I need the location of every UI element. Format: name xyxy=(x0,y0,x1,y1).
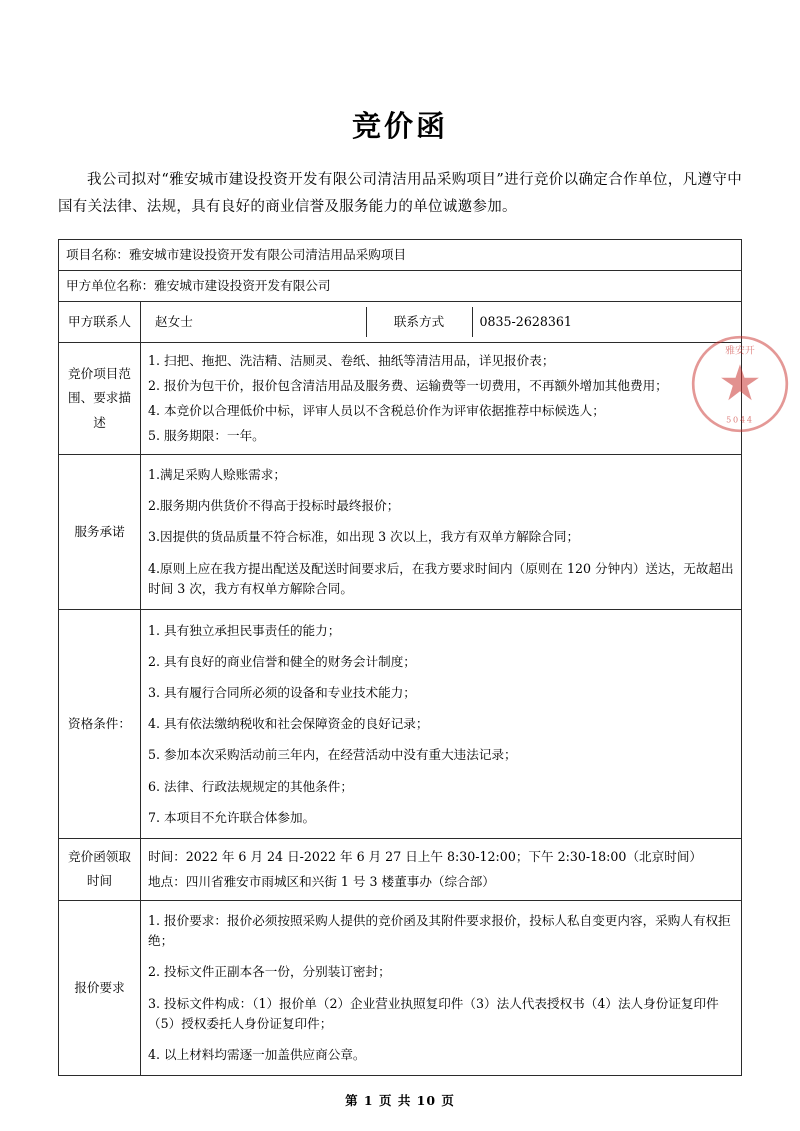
scope-line: 1. 扫把、拖把、洗洁精、洁厕灵、卷纸、抽纸等清洁用品，详见报价表； xyxy=(148,352,555,368)
qualification-line: 1. 具有独立承担民事责任的能力； xyxy=(148,622,341,638)
party-a-cell xyxy=(59,270,742,301)
page-title: 竞价函 xyxy=(351,109,448,143)
qualification-line: 7. 本项目不允许联合体参加。 xyxy=(148,809,316,825)
scope-label-text: 竞价项目范围、要求描述 xyxy=(68,365,131,430)
service-promise-line: 1.满足采购人赊账需求； xyxy=(148,467,286,483)
scope-line: 4. 本竞价以合理低价中标，评审人员以不含税总价作为评审依据推荐中标候选人； xyxy=(148,402,605,418)
service-promise-label: 服务承诺 xyxy=(59,454,141,610)
qualification-line: 5. 参加本次采购活动前三年内，在经营活动中没有重大违法记录； xyxy=(148,747,517,763)
service-promise-line: 3.因提供的货品质量不符合标准，如出现 3 次以上，我方有双单方解除合同； xyxy=(148,529,580,545)
contact-label: 甲方联系人 xyxy=(59,301,141,342)
contact-phone-label: 联系方式 xyxy=(366,307,472,337)
qualification-label: 资格条件： xyxy=(59,610,141,839)
scope-label xyxy=(59,343,141,455)
quote-requirements-label: 报价要求 xyxy=(59,900,141,1076)
quote-requirements-content xyxy=(141,900,742,1076)
project-name-label: 项目名称： xyxy=(66,246,129,262)
table-row-party-a xyxy=(59,270,742,301)
qualification-line: 4. 具有依法缴纳税收和社会保障资金的良好记录； xyxy=(148,716,429,732)
table-row-scope xyxy=(59,343,742,455)
qualification-line: 6. 法律、行政法规规定的其他条件； xyxy=(148,778,353,794)
qualification-line: 2. 具有良好的商业信誉和健全的财务会计制度； xyxy=(148,653,416,669)
quote-requirements-line: 2. 投标文件正副本各一份，分别装订密封； xyxy=(148,964,391,980)
project-name-value: 雅安城市建设投资开发有限公司清洁用品采购项目 xyxy=(128,246,407,262)
pickup-line: 地点：四川省雅安市雨城区和兴街 1 号 3 楼董事办（综合部） xyxy=(148,873,495,889)
contact-values-cell xyxy=(141,301,742,342)
pickup-line: 时间：2022 年 6 月 24 日-2022 年 6 月 27 日上午 8:30-12:00；下午 2:30-18:00（北京时间） xyxy=(148,848,703,864)
scope-content xyxy=(141,343,742,455)
qualification-line: 3. 具有履行合同所必须的设备和专业技术能力； xyxy=(148,685,416,701)
qualification-content xyxy=(141,610,742,839)
contact-phone: 0835-2628361 xyxy=(479,313,572,329)
party-a-label: 甲方单位名称： xyxy=(66,277,155,293)
service-promise-line: 4.原则上应在我方提出配送及配送时间要求后，在我方要求时间内（原则在 120 分钟内）送达，无故超出时间 3 次，我方有权单方解除合同。 xyxy=(148,560,734,596)
party-a-value: 雅安城市建设投资开发有限公司 xyxy=(154,277,331,293)
table-row-service-promise xyxy=(59,454,742,610)
contact-name: 赵女士 xyxy=(155,313,193,329)
service-promise-content xyxy=(141,454,742,610)
svg-text:雅安开: 雅安开 xyxy=(725,345,755,357)
bid-info-table xyxy=(58,239,742,1077)
table-row-quote-requirements xyxy=(59,900,742,1076)
intro-paragraph: 我公司拟对“雅安城市建设投资开发有限公司清洁用品采购项目”进行竞价以确定合作单位，凡遵守中国有关法律、法规，具有良好的商业信誉及服务能力的单位诚邀参加。 xyxy=(58,172,742,215)
pickup-label xyxy=(59,839,141,900)
quote-requirements-line: 1. 报价要求：报价必须按照采购人提供的竞价函及其附件要求报价，投标人私自变更内容，采购人有权拒绝； xyxy=(148,913,731,949)
quote-requirements-line: 3. 投标文件构成：（1）报价单（2）企业营业执照复印件（3）法人代表授权书（4）法人身份证复印件（5）授权委托人身份证复印件； xyxy=(148,995,719,1031)
pickup-label-text: 竞价函领取时间 xyxy=(68,848,131,889)
table-row-qualification xyxy=(59,610,742,839)
table-row-project-name xyxy=(59,239,742,270)
page-footer: 第 1 页 共 10 页 xyxy=(345,1093,455,1108)
pickup-content xyxy=(141,839,742,900)
service-promise-line: 2.服务期内供货价不得高于投标时最终报价； xyxy=(148,498,400,514)
table-row-pickup-time xyxy=(59,839,742,900)
quote-requirements-line: 4. 以上材料均需逐一加盖供应商公章。 xyxy=(148,1046,366,1062)
scope-line: 5. 服务期限：一年。 xyxy=(148,427,265,443)
table-row-contact xyxy=(59,301,742,342)
project-name-cell xyxy=(59,239,742,270)
scope-line: 2. 报价为包干价，报价包含清洁用品及服务费、运输费等一切费用，不再额外增加其他费用； xyxy=(148,377,668,393)
svg-text:5044: 5044 xyxy=(726,414,754,425)
